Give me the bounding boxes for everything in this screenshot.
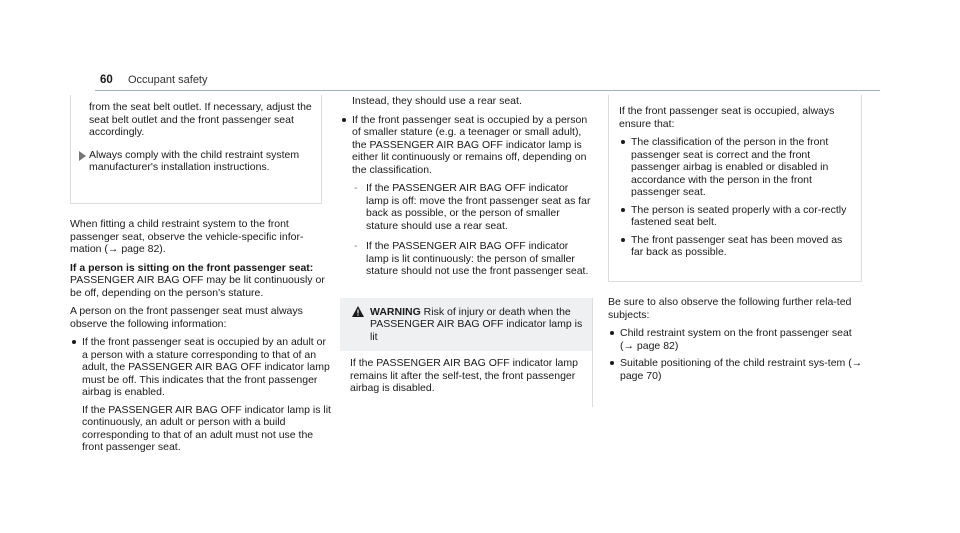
warning-box bbox=[340, 298, 593, 407]
dash-text: If the PASSENGER AIR BAG OFF indicator lamp is off: move the front passenger seat as far back as possible, or the person of smaller stature should use a rear seat. bbox=[366, 182, 591, 232]
note-box bbox=[608, 95, 862, 282]
dash-item bbox=[352, 182, 592, 232]
page-number: 60 bbox=[100, 74, 113, 86]
warning-title: WARNING bbox=[370, 305, 421, 318]
paragraph-instead: Instead, they should use a rear seat. bbox=[352, 95, 522, 107]
dash-list bbox=[352, 182, 592, 278]
dash-marker: - bbox=[354, 182, 358, 194]
paragraph-observe: A person on the front passenger seat must always observe the following information: bbox=[70, 305, 303, 330]
list-item: The front passenger seat has been moved as far back as possible. bbox=[619, 234, 851, 259]
bullet-list bbox=[619, 136, 851, 259]
column-3 bbox=[608, 95, 866, 388]
dash-item bbox=[352, 240, 592, 278]
column-1 bbox=[70, 95, 332, 460]
column-2 bbox=[340, 95, 592, 407]
header-divider bbox=[95, 90, 880, 91]
warning-head-text: Risk of injury or death when the PASSENGER AIR BAG OFF indicator lamp is lit bbox=[370, 305, 583, 343]
bullet-text: If the front passenger seat is occupied by an adult or a person with a stature corresponding to that of an adult, the PASSENGER AIR BAG OFF indicator lamp must be off. This indicates that the front passenger airbag is enabled. bbox=[82, 336, 330, 398]
paragraph-lamp: PASSENGER AIR BAG OFF may be lit continuously or be off, depending on the person's stature. bbox=[70, 274, 325, 299]
warning-body: If the PASSENGER AIR BAG OFF indicator lamp remains lit after the self-test, the front passenger airbag is disabled. bbox=[350, 357, 578, 394]
list-item: The person is seated properly with a cor-rectly fastened seat belt. bbox=[619, 204, 851, 229]
paragraph-fitting: When fitting a child restraint system to the front passenger seat, observe the vehicle-specific infor-mation (→ page 82). bbox=[70, 218, 304, 255]
related-list bbox=[608, 327, 866, 382]
related-intro: Be sure to also observe the following further rela-ted subjects: bbox=[608, 296, 852, 321]
section-title: Occupant safety bbox=[128, 74, 208, 86]
list-item bbox=[340, 114, 592, 278]
bullet-list bbox=[340, 114, 592, 278]
instruction-row bbox=[71, 149, 321, 174]
warning-header bbox=[340, 298, 592, 352]
dash-text: If the PASSENGER AIR BAG OFF indicator lamp is lit continuously: the person of smaller stature should not use the front passenger seat. bbox=[366, 240, 589, 277]
list-item bbox=[70, 336, 332, 454]
bullet-text: If the front passenger seat is occupied by a person of smaller stature (e.g. a teenager or small adult), the PASSENGER AIR BAG OFF indicator lamp is either lit continuously or remains off, depending on the classification. bbox=[352, 113, 588, 176]
warning-triangle-icon bbox=[352, 306, 364, 321]
bullet-list bbox=[70, 336, 332, 454]
box-intro: If the front passenger seat is occupied, always ensure that: bbox=[619, 105, 835, 130]
related-link[interactable]: Suitable positioning of the child restraint sys-tem (→ page 70) bbox=[608, 357, 866, 382]
section-heading: If a person is sitting on the front passenger seat: bbox=[70, 261, 314, 274]
dash-marker: - bbox=[354, 240, 358, 252]
related-link[interactable]: Child restraint system on the front passenger seat (→ page 82) bbox=[608, 327, 866, 352]
list-item: The classification of the person in the front passenger seat is correct and the front passenger airbag is enabled or disabled in accordance with the person in the front passenger seat. bbox=[619, 136, 851, 199]
note-box bbox=[70, 95, 322, 204]
instruction-text: Always comply with the child restraint system manufacturer's installation instructions. bbox=[89, 148, 300, 173]
bullet-continuation: If the PASSENGER AIR BAG OFF indicator lamp is lit continuously, an adult or person with a build corresponding to that of an adult must not use the front passenger seat. bbox=[82, 403, 331, 453]
note-text-1: from the seat belt outlet. If necessary, adjust the seat belt outlet and the front passenger seat accordingly. bbox=[89, 101, 312, 138]
play-triangle-icon bbox=[79, 151, 86, 161]
